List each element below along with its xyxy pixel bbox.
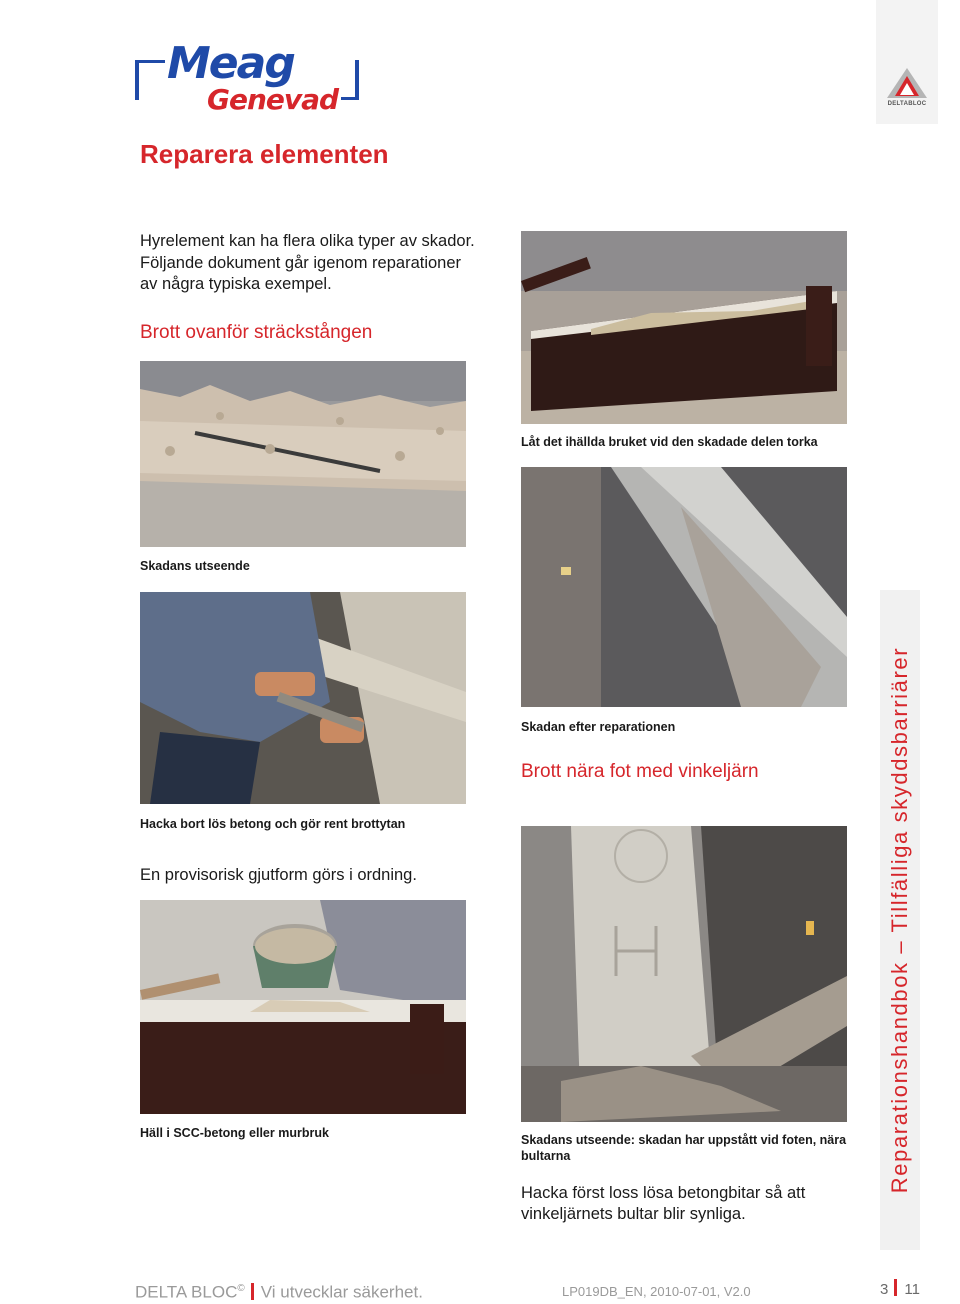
text-formwork: En provisorisk gjutform görs i ordning. [140,866,417,884]
footer-page-current: 3 [880,1281,889,1298]
meag-genevad-logo [133,40,365,116]
photo-chip-and-clean [140,592,466,804]
intro-paragraph: Hyrelement kan ha flera olika typer av skador. Följande dokument går igenom reparationer av några typiska exempel. [140,232,475,293]
caption-let-dry: Låt det ihällda bruket vid den skadade delen torka [521,435,818,449]
caption-damage-appearance: Skadans utseende [140,559,250,573]
section-title-above-rod: Brott ovanför sträckstången [140,322,373,343]
photo-let-dry [521,231,847,424]
badge-text: DELTABLOC [887,101,927,107]
footer-brand-name: DELTA BLOC [135,1282,238,1302]
photo-foot-damage [521,826,847,1122]
photo-damage-appearance [140,361,466,547]
text-loosen-pieces: Hacka först loss lösa betongbitar så att vinkeljärnets bultar blir synliga. [521,1184,806,1223]
section-title-near-foot: Brott nära fot med vinkeljärn [521,761,759,782]
side-title-band [880,590,920,1250]
footer-copyright: © [237,1283,245,1294]
caption-chip-and-clean: Hacka bort lös betong och gör rent brottytan [140,817,406,831]
caption-after-repair: Skadan efter reparationen [521,720,676,734]
footer-page-divider [894,1279,897,1296]
deltabloc-triangle-icon [885,66,929,100]
page-title: Reparera elementen [140,139,389,169]
caption-foot-damage: Skadans utseende: skadan har uppstått vid foten, nära bultarna [521,1133,847,1163]
caption-pour-concrete: Häll i SCC-betong eller murbruk [140,1126,329,1140]
footer-divider [251,1283,254,1300]
footer-page-number [880,1279,920,1301]
footer-brand [135,1278,423,1304]
footer-doc-code: LP019DB_EN, 2010-07-01, V2.0 [562,1284,751,1299]
footer-slogan: Vi utvecklar säkerhet. [260,1282,423,1302]
photo-after-repair [521,467,847,707]
footer-page-total: 11 [904,1281,920,1298]
photo-pour-concrete [140,900,466,1114]
logo-word-genevad: Genevad [207,83,339,116]
logo-word-meag: Meag [167,38,294,89]
deltabloc-badge [876,0,938,124]
side-title: Reparationshandbok – Tillfälliga skyddsbarriärer [887,646,912,1194]
